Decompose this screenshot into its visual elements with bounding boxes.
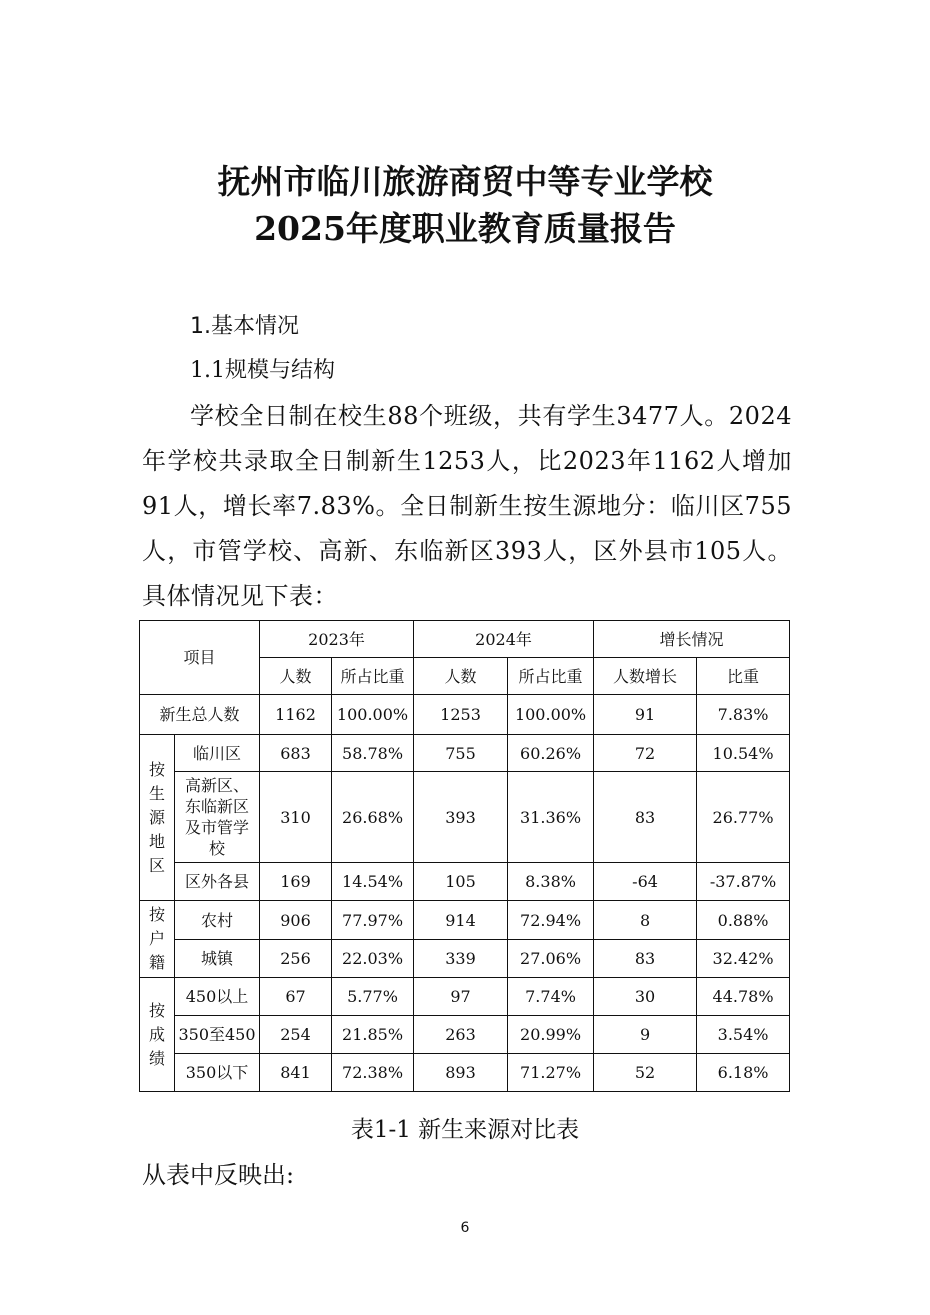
- row-label: 城镇: [175, 940, 260, 978]
- cell-share-2024: 8.38%: [508, 863, 594, 901]
- cell-count-2023: 310: [260, 772, 332, 863]
- cell-share-2024: 71.27%: [508, 1054, 594, 1092]
- cell-share-2023: 14.54%: [332, 863, 414, 901]
- cell-count-2023: 683: [260, 735, 332, 772]
- cell-count-2024: 914: [414, 901, 508, 940]
- row-label: 高新区、 东临新区 及市管学 校: [175, 772, 260, 863]
- cell-share-2024: 7.74%: [508, 978, 594, 1016]
- cell-count-2024: 105: [414, 863, 508, 901]
- cell-rate: 6.18%: [697, 1054, 790, 1092]
- group-label-score: 按 成 绩: [140, 978, 175, 1092]
- row-label: 区外各县: [175, 863, 260, 901]
- row-label: 450以上: [175, 978, 260, 1016]
- table-row: [140, 1016, 790, 1054]
- cell-increase: 83: [594, 772, 697, 863]
- cell-count-2024: 339: [414, 940, 508, 978]
- cell-increase: 91: [594, 695, 697, 735]
- cell-share-2024: 31.36%: [508, 772, 594, 863]
- table-row: [140, 940, 790, 978]
- follow-up-text: 从表中反映出:: [142, 1161, 295, 1189]
- table-row: [140, 772, 790, 863]
- cell-increase: 83: [594, 940, 697, 978]
- cell-count-2024: 893: [414, 1054, 508, 1092]
- cell-count-2024: 1253: [414, 695, 508, 735]
- report-title-line2: 2025年度职业教育质量报告: [254, 209, 676, 248]
- table-row: [140, 695, 790, 735]
- cell-rate: 26.77%: [697, 772, 790, 863]
- page-number: 6: [460, 1220, 470, 1236]
- cell-rate: 0.88%: [697, 901, 790, 940]
- cell-rate: 7.83%: [697, 695, 790, 735]
- cell-increase: 9: [594, 1016, 697, 1054]
- cell-count-2023: 254: [260, 1016, 332, 1054]
- cell-share-2023: 58.78%: [332, 735, 414, 772]
- table-row: [140, 1054, 790, 1092]
- cell-share-2024: 72.94%: [508, 901, 594, 940]
- cell-share-2024: 100.00%: [508, 695, 594, 735]
- header-year-2023: 2023年: [260, 621, 414, 658]
- cell-share-2024: 20.99%: [508, 1016, 594, 1054]
- cell-share-2023: 72.38%: [332, 1054, 414, 1092]
- cell-rate: 32.42%: [697, 940, 790, 978]
- row-label: 新生总人数: [140, 695, 260, 735]
- cell-increase: 8: [594, 901, 697, 940]
- cell-count-2023: 169: [260, 863, 332, 901]
- header-share: 所占比重: [332, 658, 414, 695]
- cell-rate: -37.87%: [697, 863, 790, 901]
- table-row: [140, 735, 790, 772]
- group-label-household: 按 户 籍: [140, 901, 175, 978]
- section-heading: 1.基本情况: [190, 314, 299, 339]
- report-title-line1: 抚州市临川旅游商贸中等专业学校: [217, 162, 713, 201]
- table-caption: 表1-1 新生来源对比表: [350, 1117, 580, 1143]
- cell-share-2023: 21.85%: [332, 1016, 414, 1054]
- header-year-2024: 2024年: [414, 621, 594, 658]
- cell-increase: 72: [594, 735, 697, 772]
- cell-count-2024: 393: [414, 772, 508, 863]
- cell-rate: 44.78%: [697, 978, 790, 1016]
- cell-share-2024: 60.26%: [508, 735, 594, 772]
- header-item: 项目: [140, 621, 260, 695]
- cell-increase: -64: [594, 863, 697, 901]
- cell-share-2023: 26.68%: [332, 772, 414, 863]
- cell-count-2023: 1162: [260, 695, 332, 735]
- table-row: [140, 978, 790, 1016]
- body-paragraph: 学校全日制在校生88个班级，共有学生3477人。2024年学校共录取全日制新生1253人，比2023年1162人增加91人，增长率7.83%。全日制新生按生源地分：临川区755人，市管学校、高新、东临新区393人，区外县市105人。具体情况见下表：: [142, 402, 792, 610]
- cell-increase: 30: [594, 978, 697, 1016]
- group-label-region: 按 生 源 地 区: [140, 735, 175, 901]
- header-growth: 增长情况: [594, 621, 790, 658]
- subsection-heading: 1.1规模与结构: [190, 358, 335, 383]
- cell-share-2023: 22.03%: [332, 940, 414, 978]
- cell-share-2023: 100.00%: [332, 695, 414, 735]
- table-row: [140, 901, 790, 940]
- row-label: 临川区: [175, 735, 260, 772]
- row-label: 农村: [175, 901, 260, 940]
- cell-count-2023: 67: [260, 978, 332, 1016]
- cell-count-2024: 263: [414, 1016, 508, 1054]
- cell-share-2023: 77.97%: [332, 901, 414, 940]
- cell-rate: 3.54%: [697, 1016, 790, 1054]
- header-count: 人数: [260, 658, 332, 695]
- header-ratio: 比重: [697, 658, 790, 695]
- cell-count-2023: 906: [260, 901, 332, 940]
- cell-rate: 10.54%: [697, 735, 790, 772]
- header-share: 所占比重: [508, 658, 594, 695]
- cell-count-2024: 755: [414, 735, 508, 772]
- row-label: 350至450: [175, 1016, 260, 1054]
- cell-count-2023: 256: [260, 940, 332, 978]
- row-label: 350以下: [175, 1054, 260, 1092]
- cell-share-2024: 27.06%: [508, 940, 594, 978]
- cell-count-2023: 841: [260, 1054, 332, 1092]
- header-count-increase: 人数增长: [594, 658, 697, 695]
- cell-share-2023: 5.77%: [332, 978, 414, 1016]
- cell-increase: 52: [594, 1054, 697, 1092]
- header-count: 人数: [414, 658, 508, 695]
- cell-count-2024: 97: [414, 978, 508, 1016]
- table-row: [140, 863, 790, 901]
- enrollment-table: [139, 620, 790, 1092]
